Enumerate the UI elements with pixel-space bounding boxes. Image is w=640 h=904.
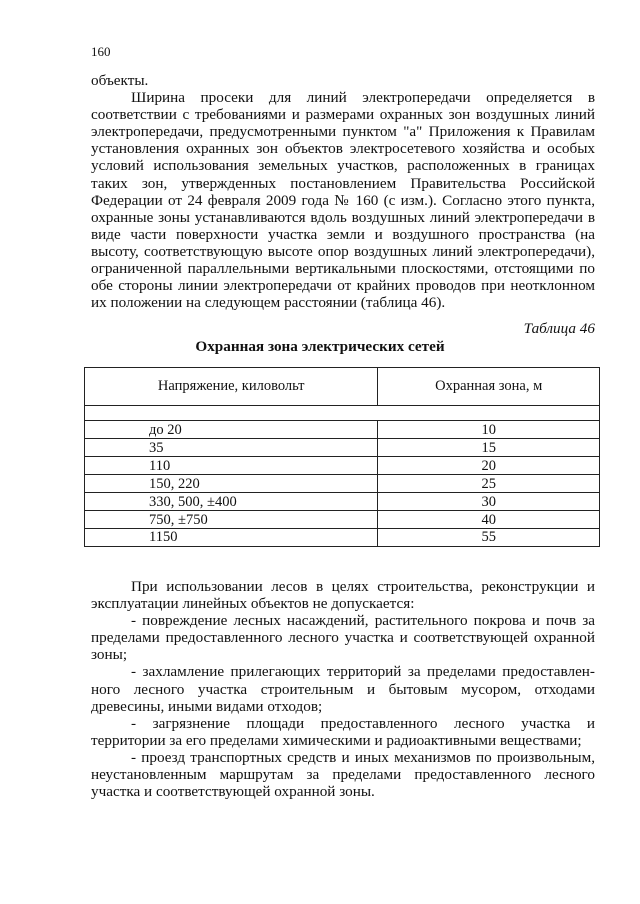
zone-cell: 20 [378, 457, 600, 475]
voltage-cell: 750, ±750 [85, 511, 378, 529]
table-caption: Таблица 46 [523, 320, 595, 337]
prohibition-item: - проезд транспортных средств и иных механизмов по произвольным, неустановленным маршрутам за пределами предоставленного лесного участка и соответствующей охранной зоны. [91, 748, 595, 801]
zone-cell: 55 [378, 529, 600, 547]
top-text-block [91, 72, 595, 311]
voltage-cell: 35 [85, 439, 378, 457]
zone-cell: 10 [378, 421, 600, 439]
table-row [85, 457, 600, 475]
clearing-width-paragraph: Ширина просеки для линий электропередачи определяется в соответствии с требованиями и размерами охранных зон воздушных линий электропередачи, предусмотренными пунктом "а" Приложения к Правилам установления охранных зон объектов электросетевого хозяйства и особых условий использования земельных участков, расположенных в границах таких зон, утвержденных постановлением Правительства Российской Федерации от 24 февраля 2009 года № 160 (с изм.). Согласно этого пункта, охранные зоны устанавливаются вдоль воздушных линий электропередачи в виде части поверхности участка земли и воздушного пространства (на высоту, соответствующую высоте опор воздушных линий электропередачи), ограниченной параллельными вертикальными плоскостями, отстоящими по обе стороны линии электропередачи от крайних проводов при неотклонном их положении на следующем расстоянии (таблица 46). [91, 89, 595, 312]
prohibitions-intro: При использовании лесов в целях строительства, реконструкции и эксплуатации линейных объектов не допускается: [91, 578, 595, 613]
table-title: Охранная зона электрических сетей [195, 338, 445, 355]
table-header-row [85, 368, 600, 406]
table-row [85, 529, 600, 547]
voltage-cell: 330, 500, ±400 [85, 493, 378, 511]
zone-cell: 25 [378, 475, 600, 493]
protection-zone-table [84, 367, 600, 547]
table-row [85, 439, 600, 457]
prohibition-item: - загрязнение площади предоставленного лесного участка и территории за его пределами химическими и радиоактивными веществами; [91, 714, 595, 749]
zone-cell: 30 [378, 493, 600, 511]
voltage-cell: 150, 220 [85, 475, 378, 493]
table-row [85, 493, 600, 511]
header-zone: Охранная зона, м [378, 368, 600, 406]
zone-cell: 15 [378, 439, 600, 457]
prohibition-item: - захламление прилегающих территорий за пределами предоставлен-ного лесного участка строительным и бытовым мусором, отходами древесины, иными видами отходов; [91, 663, 595, 715]
zone-cell: 40 [378, 511, 600, 529]
table-row [85, 475, 600, 493]
voltage-cell: до 20 [85, 421, 378, 439]
spacer-cell [85, 406, 600, 421]
voltage-cell: 1150 [85, 529, 378, 547]
prohibition-item: - повреждение лесных насаждений, растительного покрова и почв за пределами предоставленного лесного участка и соответствующей охранной зоны; [91, 612, 595, 664]
table-row [85, 421, 600, 439]
continuation-text: объекты. [91, 72, 149, 89]
table-spacer-row [85, 406, 600, 421]
table-row [85, 511, 600, 529]
page-number: 160 [91, 44, 111, 59]
bottom-text-block [91, 578, 595, 800]
header-voltage: Напряжение, киловольт [85, 368, 378, 406]
voltage-cell: 110 [85, 457, 378, 475]
